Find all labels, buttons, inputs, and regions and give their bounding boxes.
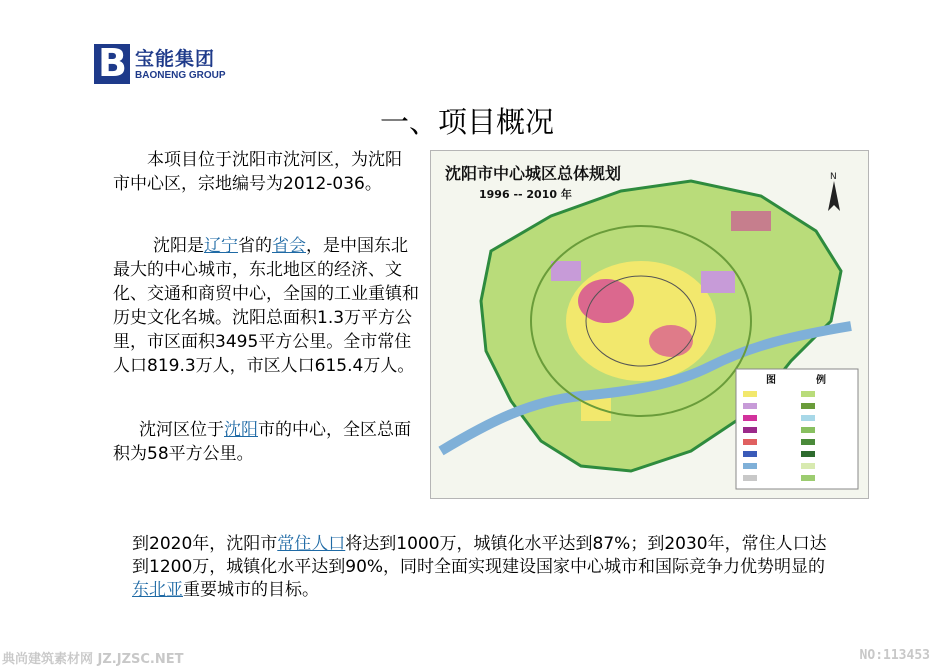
- text: 到2020年，沈阳市: [132, 534, 278, 554]
- text: 市的中心，全区总面积为58平方公里。: [113, 420, 411, 464]
- link-shenyang[interactable]: 沈阳: [224, 420, 258, 440]
- text: ，是中国东北最大的中心城市，东北地区的经济、文化、交通和商贸中心，全国的工业重镇和历史文化名城。沈阳总面积1.3万平方公里，市区面积3495平方公里。全市常住人口819.3万人，市区人口615.4万人。: [113, 236, 419, 376]
- master-plan-map: [430, 150, 869, 499]
- central-zone: [566, 261, 716, 381]
- map-years: 1996 -- 2010 年: [479, 188, 572, 201]
- link-northeast-asia[interactable]: 东北亚: [132, 580, 183, 600]
- slide-title: 一、项目概况: [380, 105, 555, 139]
- text: 省的: [238, 236, 272, 256]
- north-label: N: [830, 172, 837, 182]
- logo-name-cn: 宝能集团: [135, 48, 216, 70]
- watermark-left: 典尚建筑素材网 JZ.JZSC.NET: [2, 652, 184, 667]
- development-goals-paragraph: [132, 533, 832, 602]
- text: 将达到1000万，城镇化水平达到87%；到2030年，常住人口达到1200万，城镇化水平达到90%，同时全面实现建设国家中心城市和国际竞争力优势明显的: [132, 534, 827, 577]
- commercial-zone: [649, 325, 693, 357]
- industrial-zone: [551, 261, 581, 281]
- link-liaoning[interactable]: 辽宁: [204, 236, 238, 256]
- shenhe-district-paragraph: [113, 418, 413, 466]
- link-resident-population[interactable]: 常住人口: [277, 534, 346, 554]
- link-provincial-capital[interactable]: 省会: [272, 236, 306, 256]
- text: 沈河区位于: [139, 420, 224, 440]
- legend-title: 图: [766, 375, 776, 386]
- industrial-zone: [731, 211, 771, 231]
- map-legend: [736, 369, 858, 489]
- project-location-text: 本项目位于沈阳市沈河区，为沈阳市中心区，宗地编号为2012-036。: [113, 150, 402, 194]
- logo-letter: B: [98, 41, 127, 85]
- map-figure: [431, 151, 868, 498]
- text: 沈阳是: [153, 236, 204, 256]
- shenyang-intro-paragraph: [113, 234, 421, 378]
- project-location-paragraph: [113, 148, 413, 196]
- logo-mark: [94, 41, 130, 85]
- legend-title: 例: [816, 375, 826, 386]
- industrial-zone: [701, 271, 735, 293]
- baoneng-logo: [94, 41, 234, 86]
- map-title: 沈阳市中心城区总体规划: [445, 164, 622, 183]
- watermark-right: NO:113453: [859, 648, 930, 663]
- text: 重要城市的目标。: [183, 580, 319, 600]
- logo-name-en: BAONENG GROUP: [135, 70, 226, 81]
